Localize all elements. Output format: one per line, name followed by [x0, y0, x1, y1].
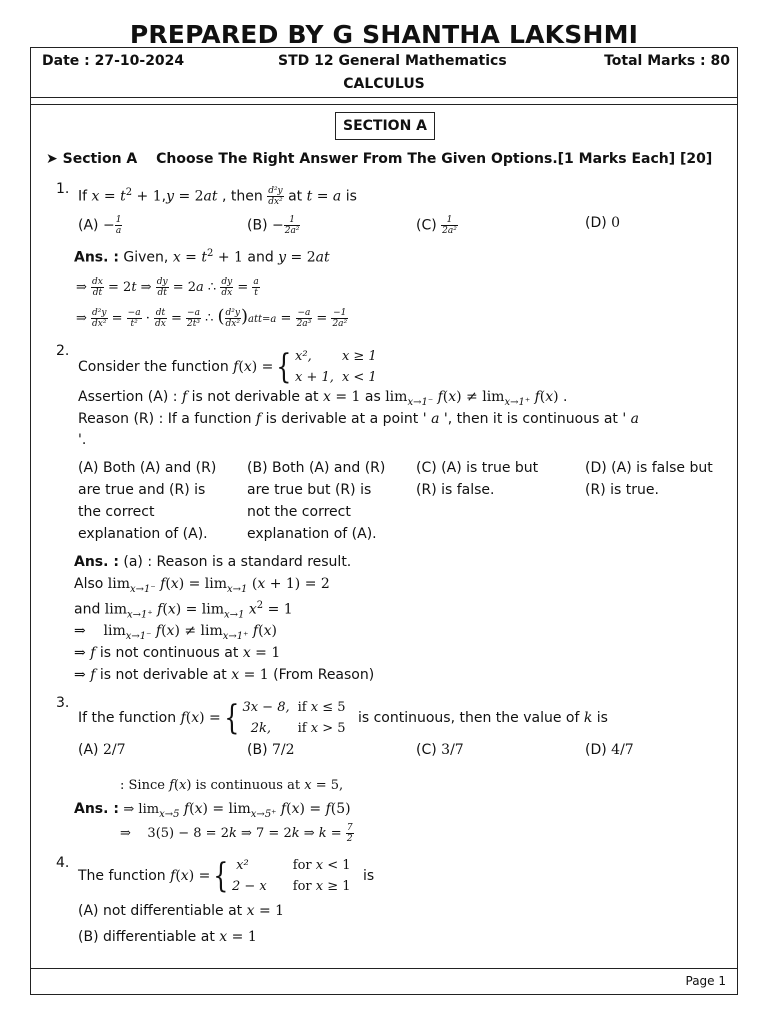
document-title: PREPARED BY G SHANTHA LAKSHMI — [129, 20, 639, 49]
question-number: 3. — [56, 695, 70, 711]
exam-date: Date : 27-10-2024 — [42, 53, 185, 69]
q2-option-d: (D) (A) is false but (R) is true. — [585, 460, 713, 498]
section-instruction: Choose The Right Answer From The Given Options.[1 Marks Each] — [156, 151, 676, 167]
q2-answer-also: Also $\lim_{x\to 1^-} f(x) = \lim_{x\to 1} (x + 1) = 2$ — [74, 576, 330, 595]
q4-question: The function f(x) ={ x² for x < 1 2 − x for x ≥ 1 is — [78, 856, 375, 896]
q3-answer-solve: ⇒ 3(5) − 8 = 2k ⇒ 7 = 2k ⇒ k = $\frac{7}{2}$ — [120, 823, 353, 844]
q3-answer-line: Ans. : ⇒ $\lim_{x\to 5} f(x) = \lim_{x\to 5^+} f(x) = f(5)$ — [74, 801, 351, 820]
q4-option-a: (A) not differentiable at x = 1 — [78, 903, 285, 919]
header-divider-2 — [30, 104, 738, 105]
q1-question: If $x = t^2 + 1,y = 2at$ , then $\frac{\text{d²y}}{\text{dx²}}$ at t = a is — [78, 186, 357, 207]
total-marks: Total Marks : 80 — [604, 53, 730, 69]
page-number: Page 1 — [685, 974, 726, 988]
q2-option-a: (A) Both (A) and (R) are true and (R) is the correct explanation of (A). — [78, 460, 217, 542]
answer-label: Ans. : — [74, 249, 119, 266]
q2-reason: Reason (R) : If a function f is derivable at a point ' a ', then it is continuous at ' a — [78, 411, 640, 427]
answer-label: Ans. : — [74, 801, 119, 817]
q2-answer-implies: ⇒ $\lim_{x\to 1^-} f(x) \ne \lim_{x\to 1^+} f(x)$ — [74, 623, 277, 642]
q1-option-d: (D) 0 — [585, 215, 621, 231]
arrow-icon: ➤ — [46, 151, 58, 167]
q1-option-c: (C) $\frac{1}{\text{2a²}}$ — [416, 215, 457, 236]
q2-option-b: (B) Both (A) and (R) are true but (R) is not the correct explanation of (A). — [247, 460, 386, 542]
q1-derivation-1: ⇒ $\frac{dx}{dt}$ = 2t ⇒ $\frac{dy}{dt}$ = 2a ∴ $\frac{dy}{dx}$ = $\frac{a}{t}$ — [76, 277, 259, 298]
q1-option-b: (B) − $\frac{1}{\text{2a²}}$ — [247, 215, 300, 236]
q3-option-c: (C) 3/7 — [416, 742, 464, 758]
section-heading — [46, 151, 675, 167]
q3-question: If the function f(x) ={ 3x − 8, if x ≤ 5 2k, if x > 5 is continuous, then the value of k is — [78, 698, 608, 738]
footer-divider — [30, 968, 738, 969]
q2-answer-not-continuous: ⇒ f is not continuous at x = 1 — [74, 645, 281, 661]
subject-title: CALCULUS — [343, 76, 425, 92]
section-box: SECTION A — [335, 112, 435, 140]
q2-reason-end: '. — [78, 432, 87, 448]
q4-option-b: (B) differentiable at x = 1 — [78, 929, 257, 945]
question-number: 4. — [56, 855, 70, 871]
q2-assertion: Assertion (A) : f is not derivable at x = 1 as $\lim_{x\to 1^-} f(x) \ne \lim_{x\to 1^+} f(x)$ . — [78, 389, 568, 408]
standard-label: STD 12 General Mathematics — [278, 53, 507, 69]
q2-option-c: (C) (A) is true but (R) is false. — [416, 460, 539, 498]
q3-option-a: (A) 2/7 — [78, 742, 126, 758]
section-name: Section A — [62, 151, 138, 167]
header-divider — [30, 97, 738, 98]
answer-label: Ans. : — [74, 554, 119, 570]
q2-answer: Ans. : (a) : Reason is a standard result. — [74, 554, 352, 570]
q1-option-a: (A) − $\frac{1}{a}$ — [78, 215, 122, 236]
question-number: 2. — [56, 343, 70, 359]
question-number: 1. — [56, 181, 70, 197]
q2-answer-and: and $\lim_{x\to 1^+} f(x) = \lim_{x\to 1} x^2 = 1$ — [74, 600, 293, 621]
q3-answer-since: : Since f(x) is continuous at x = 5, — [120, 778, 344, 793]
q1-answer-line: Ans. : Given, $x = t^2 + 1$ and y = 2at — [74, 248, 330, 266]
q2-function: Consider the function f(x) ={ x², x ≥ 1 x + 1, x < 1 — [78, 347, 377, 387]
q1-derivation-2: ⇒ $\frac{\text{d²y}}{\text{dx²}}$ = $\frac{-a}{\text{t²}}$ · $\frac{dt}{dx}$ = $\frac{-a}{\text{2t³}}$ ∴ ( $\frac{\text{d²y}}{\text{dx²}}$ )att=a = $\frac{-a}{\text{2a³}}$ = $\frac{-1}{\text{2a²}}$ — [76, 306, 348, 329]
q3-option-d: (D) 4/7 — [585, 742, 634, 758]
q3-option-b: (B) 7/2 — [247, 742, 295, 758]
section-marks: [20] — [680, 151, 713, 167]
q2-answer-not-derivable: ⇒ f is not derivable at x = 1 (From Reason) — [74, 667, 375, 683]
